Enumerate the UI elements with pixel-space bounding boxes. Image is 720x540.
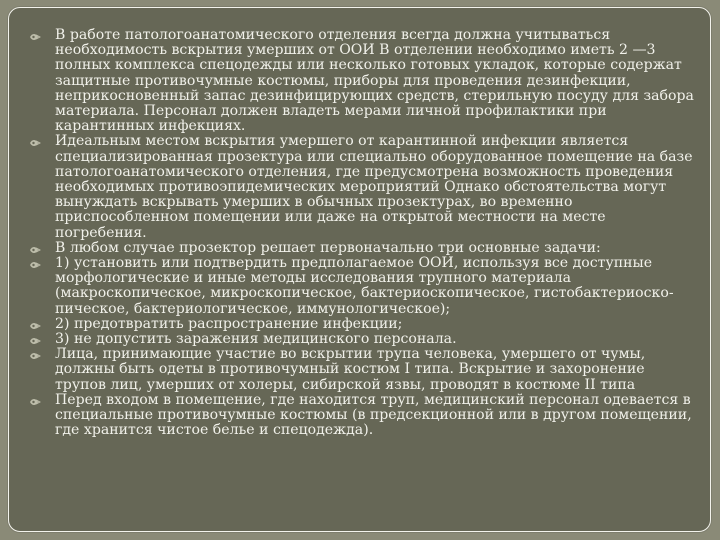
- bullet-item: [29, 134, 699, 240]
- bullet-text: Перед входом в помещение, где находится труп, медицинский персонал одевается в специальные противочумные костюмы (в предсекционной или в другом помещении, где хранится чистое белье и спецодежда).: [55, 391, 692, 439]
- fleuron-bullet-icon: [29, 259, 41, 269]
- bullet-text: В любом случае прозектор решает первоначально три основные задачи:: [55, 239, 601, 256]
- bullet-item: [29, 317, 699, 332]
- bullet-text: 1) установить или подтвердить предполагаемое ООИ, используя все доступные морфологические и иные методы исследования трупного материала (макроскопическое, микроскопическое, бактериоскопическое, гистобактериоско-пическое, бактериологическое, иммунологическое);: [55, 255, 674, 317]
- fleuron-bullet-icon: [29, 350, 41, 360]
- fleuron-bullet-icon: [29, 396, 41, 406]
- bullet-text: 2) предотвратить распространение инфекции;: [55, 315, 403, 332]
- bullet-text: В работе патологоанатомического отделения всегда должна учитываться необходимость вскрытия умерших от ООИ В отделении необходимо иметь 2 —3 полных комплекса спецодежды или несколько готовых укладок, которые содержат защитные противочумные костюмы, приборы для проведения дезинфекции, неприкосновенный запас дезинфицирующих средств, стерильную посуду для забора материала. Персонал должен владеть мерами личной профилактики при карантинных инфекциях.: [55, 27, 694, 135]
- bullet-item: [29, 28, 699, 134]
- bullet-item: [29, 347, 699, 393]
- slide-content: [29, 28, 699, 528]
- fleuron-bullet-icon: [29, 320, 41, 330]
- fleuron-bullet-icon: [29, 244, 41, 254]
- bullet-item: [29, 332, 699, 347]
- bullet-text: Лица, принимающие участие во вскрытии трупа человека, умершего от чумы, должны быть одеты в противочумный костюм I типа. Вскрытие и захоронение трупов лиц, умерших от холеры, сибирской язвы, проводят в костюме II типа: [55, 346, 646, 393]
- bullet-list: [29, 28, 699, 438]
- fleuron-bullet-icon: [29, 31, 41, 41]
- bullet-item: [29, 241, 699, 256]
- bullet-item: [29, 256, 699, 317]
- content-panel: [8, 7, 711, 532]
- fleuron-bullet-icon: [29, 335, 41, 345]
- bullet-text: 3) не допустить заражения медицинского персонала.: [55, 331, 457, 348]
- bullet-text: Идеальным местом вскрытия умершего от карантинной инфекции является специализированная прозектура или специально оборудованное помещение на базе патологоанатомического отделения, где предусмотрена возможность проведения необходимых противоэпидемических мероприятий Однако обстоятельства могут вынуждать вскрывать умерших в обычных прозектурах, во временно приспособленном помещении или даже на открытой местности на месте погребения.: [55, 133, 693, 241]
- bullet-item: [29, 393, 699, 439]
- fleuron-bullet-icon: [29, 137, 41, 147]
